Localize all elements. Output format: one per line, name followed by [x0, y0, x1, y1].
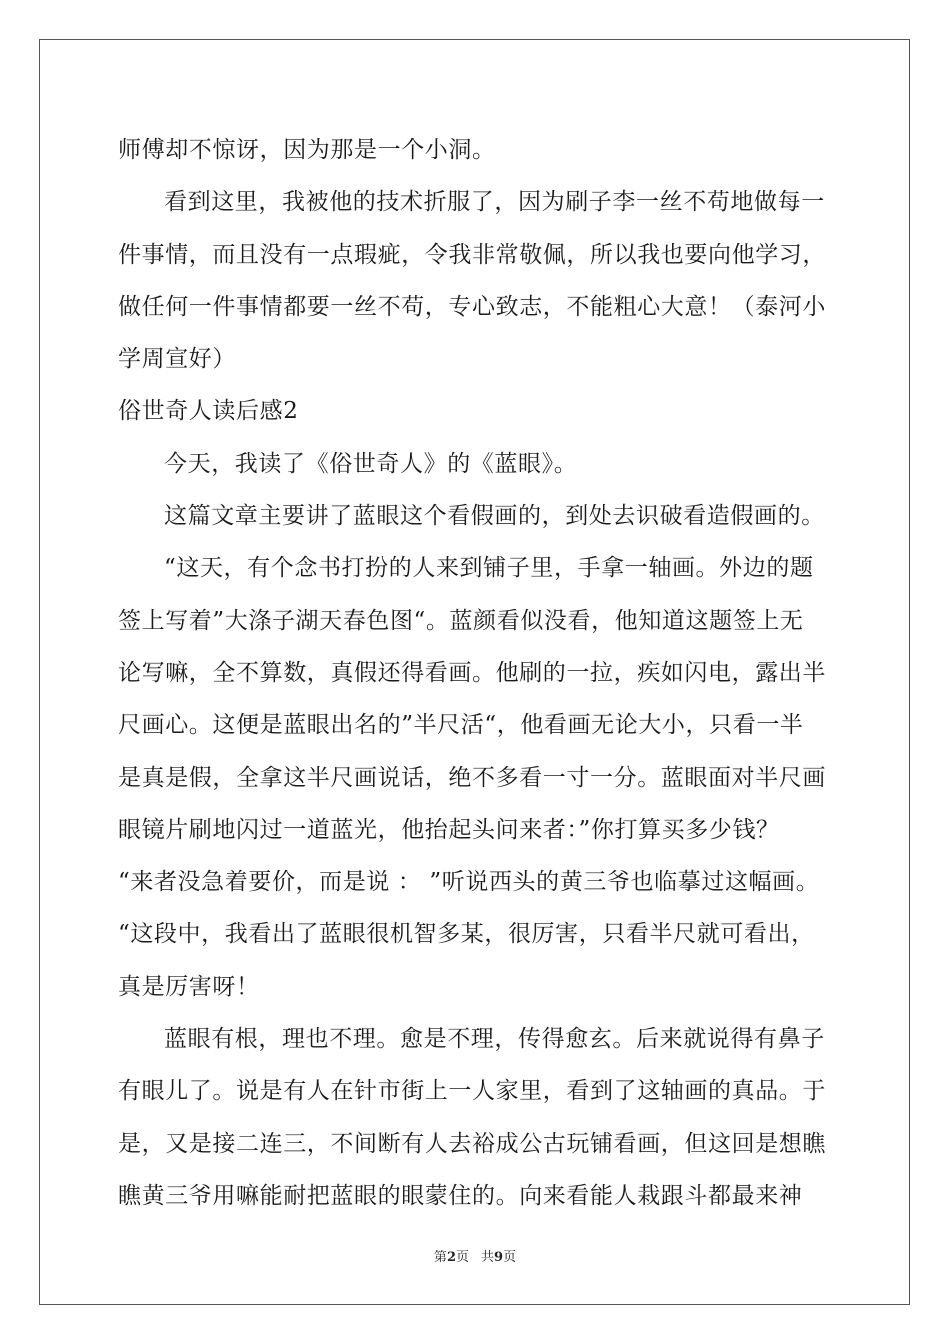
- text-line: “这段中，我看出了蓝眼很机智多某，很厉害，只看半尺就可看出，: [118, 921, 815, 948]
- text-line: 论写嘛，全不算数，真假还得看画。他刷的一拉，疾如闪电，露出半: [118, 659, 826, 686]
- text-line: 有眼儿了。说是有人在针市街上一人家里，看到了这轴画的真品。于: [118, 1078, 826, 1105]
- document-body: [118, 124, 838, 1222]
- page-footer: [0, 1246, 950, 1265]
- text-line: 学周宣好）: [118, 346, 236, 373]
- text-line: 签上写着”大涤子湖天春色图“。蓝颜看似没看，他知道这题签上无: [118, 607, 804, 634]
- text-line: 是真是假，全拿这半尺画说话，绝不多看一寸一分。蓝眼面对半尺画: [118, 764, 826, 791]
- text-line: 真是厉害呀！: [118, 973, 260, 1000]
- paragraph-start: 今天，我读了《俗世奇人》的《蓝眼》。: [164, 450, 578, 477]
- text-line: 师傅却不惊讶，因为那是一个小洞。: [118, 137, 496, 163]
- paragraph-start: “这天，有个念书打扮的人来到铺子里，手拿一轴画。外边的题: [164, 555, 814, 582]
- text-line: 眼镜片刷地闪过一道蓝光，他抬起头问来者：”你打算买多少钱？: [118, 816, 780, 843]
- page-suffix: 页: [455, 1250, 469, 1265]
- text-line: 做任何一件事情都要一丝不苟，专心致志，不能粗心大意！（泰河小: [118, 293, 826, 320]
- current-page-number: 2: [446, 1250, 456, 1265]
- total-suffix: 页: [503, 1250, 517, 1265]
- page-prefix: 第: [433, 1250, 447, 1265]
- paragraph-start: 看到这里，我被他的技术折服了，因为刷子李一丝不苟地做每一: [164, 189, 825, 216]
- total-prefix: 共: [481, 1250, 495, 1265]
- text-line: 尺画心。这便是蓝眼出名的”半尺活“，他看画无论大小，只看一半: [118, 712, 804, 739]
- paragraph-start: 蓝眼有根，理也不理。愈是不理，传得愈玄。后来就说得有鼻子: [164, 1026, 825, 1053]
- paragraph-start: 这篇文章主要讲了蓝眼这个看假画的，到处去识破看造假画的。: [164, 503, 825, 530]
- text-line: 件事情，而且没有一点瑕疵，令我非常敬佩，所以我也要向他学习，: [118, 241, 826, 268]
- total-pages-number: 9: [494, 1250, 504, 1265]
- text-line: “来者没急着要价，而是说 ： ”听说西头的黄三爷也临摹过这幅画。: [118, 869, 820, 896]
- section-heading: 俗世奇人读后感2: [118, 398, 299, 425]
- text-line: 是，又是接二连三，不间断有人去裕成公古玩铺看画，但这回是想瞧: [118, 1130, 826, 1157]
- text-line: 瞧黄三爷用嘛能耐把蓝眼的眼蒙住的。向来看能人栽跟斗都最来神: [118, 1182, 803, 1209]
